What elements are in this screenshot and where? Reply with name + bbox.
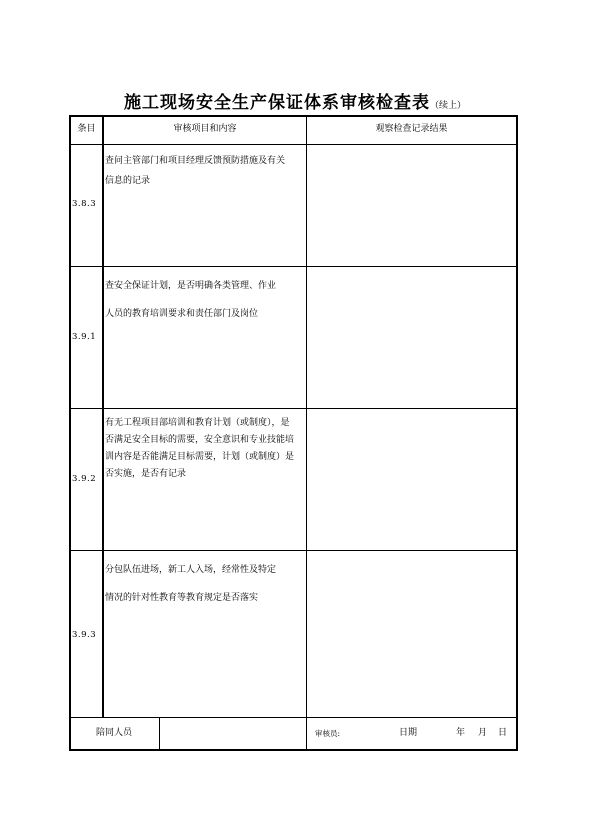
page-title: [0, 88, 590, 113]
row-number: 3.8.3: [72, 199, 97, 209]
header-result: 观察检查记录结果: [375, 124, 448, 134]
row-divider: [69, 408, 518, 409]
row-content: [105, 556, 276, 612]
row-number: 3.9.1: [72, 332, 97, 342]
content-line: 分包队伍进场，新工人入场，经常性及特定: [105, 565, 277, 575]
header-divider: [69, 144, 518, 145]
accompany-label: 陪同人员: [95, 728, 132, 738]
row-content: [105, 151, 285, 191]
row-content: [105, 272, 276, 328]
auditor-label: 审核员:: [315, 729, 341, 738]
column-divider: [102, 115, 104, 717]
footer-column-divider: [159, 717, 160, 749]
date-label: 日期: [399, 728, 418, 738]
content-line: 训内容是否能满足目标需要，计划（或制度）是: [105, 452, 295, 462]
date-month: 月: [478, 728, 488, 738]
audit-table: [69, 115, 518, 751]
date-year: 年: [456, 728, 466, 738]
row-divider: [69, 550, 518, 551]
header-content: 审核项目和内容: [173, 124, 237, 134]
column-divider: [306, 115, 307, 751]
header-item: 条目: [77, 124, 96, 134]
title-suffix: （续上）: [429, 101, 466, 111]
content-line: 信息的记录: [105, 176, 151, 186]
table-border-bottom: [69, 749, 518, 751]
content-line: 否实施，是否有记录: [105, 469, 187, 479]
row-content: [105, 415, 294, 483]
content-line: 查安全保证计划，是否明确各类管理、作业: [105, 281, 277, 291]
content-line: 有无工程项目部培训和教育计划（或制度），是: [105, 418, 290, 428]
row-number: 3.9.2: [72, 474, 97, 484]
content-line: 人员的教育培训要求和责任部门及岗位: [105, 309, 259, 319]
row-divider: [69, 266, 518, 267]
content-line: 情况的针对性教育等教育规定是否落实: [105, 593, 259, 603]
table-border-top: [69, 115, 518, 117]
title-main: 施工现场安全生产保证体系审核检查表: [123, 93, 430, 113]
content-line: 否满足安全目标的需要，安全意识和专业技能培: [105, 435, 295, 445]
footer-divider: [69, 717, 518, 718]
table-border-right: [516, 115, 518, 751]
date-day: 日: [498, 728, 508, 738]
content-line: 查问主管部门和项目经理反馈预防措施及有关: [105, 156, 286, 166]
row-number: 3.9.3: [72, 630, 97, 640]
table-border-left: [69, 115, 71, 751]
